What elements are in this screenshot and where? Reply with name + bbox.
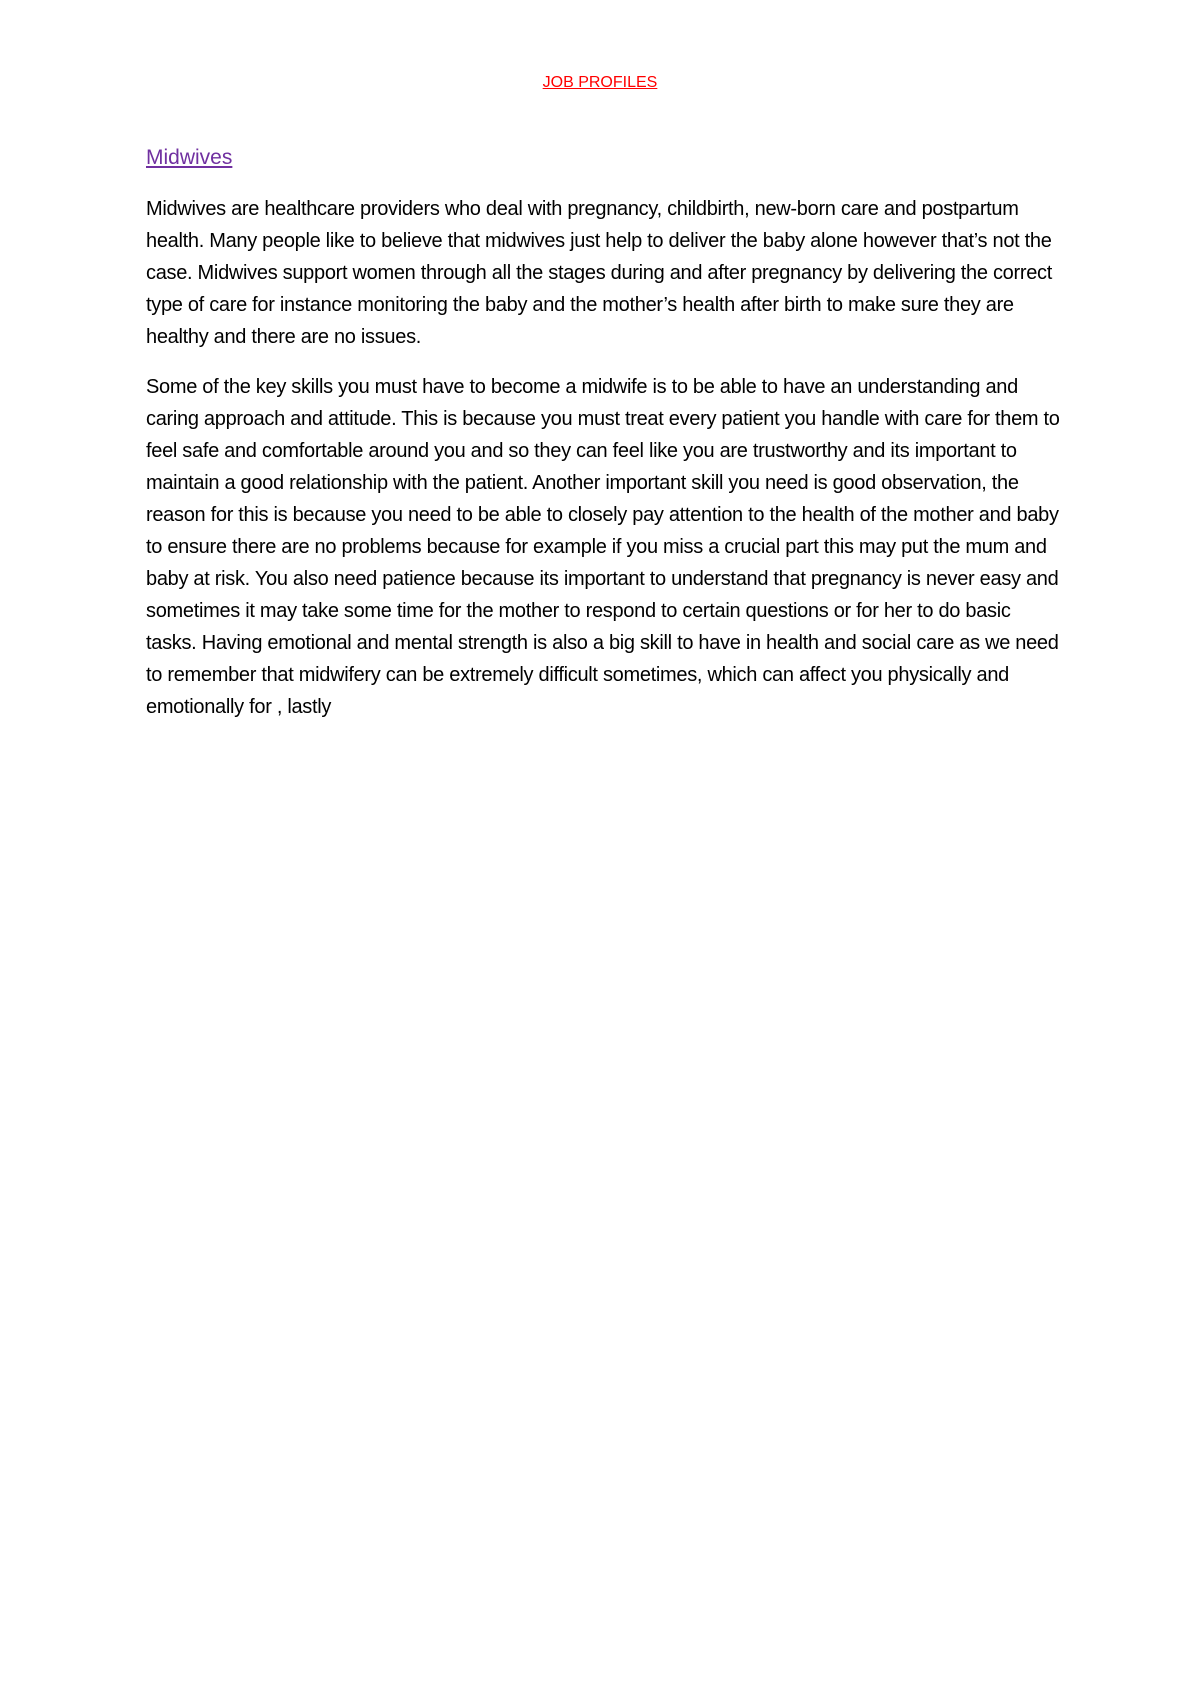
body-paragraph: Some of the key skills you must have to become a midwife is to be able to have an understanding and caring approach and attitude. This is because you must treat every patient you handle with care for them to feel safe and comfortable around you and so they can feel like you are trustworthy and its important to maintain a good relationship with the patient. Another important skill you need is good observation, the reason for this is because you need to be able to closely pay attention to the health of the mother and baby to ensure there are no problems because for example if you miss a crucial part this may put the mum and baby at risk. You also need patience because its important to understand that pregnancy is never easy and sometimes it may take some time for the mother to respond to certain questions or for her to do basic tasks. Having emotional and mental strength is also a big skill to have in health and social care as we need to remember that midwifery can be extremely difficult sometimes, which can affect you physically and emotionally for , lastly [146,376,1060,718]
body-paragraph: Midwives are healthcare providers who deal with pregnancy, childbirth, new-born care and postpartum health. Many people like to believe that midwives just help to deliver the baby alone however that’s not the case. Midwives support women through all the stages during and after pregnancy by delivering the correct type of care for instance monitoring the baby and the mother’s health after birth to make sure they are healthy and there are no issues. [146,198,1052,348]
section-heading-midwives: Midwives [146,146,233,169]
document-title: JOB PROFILES [542,74,658,91]
